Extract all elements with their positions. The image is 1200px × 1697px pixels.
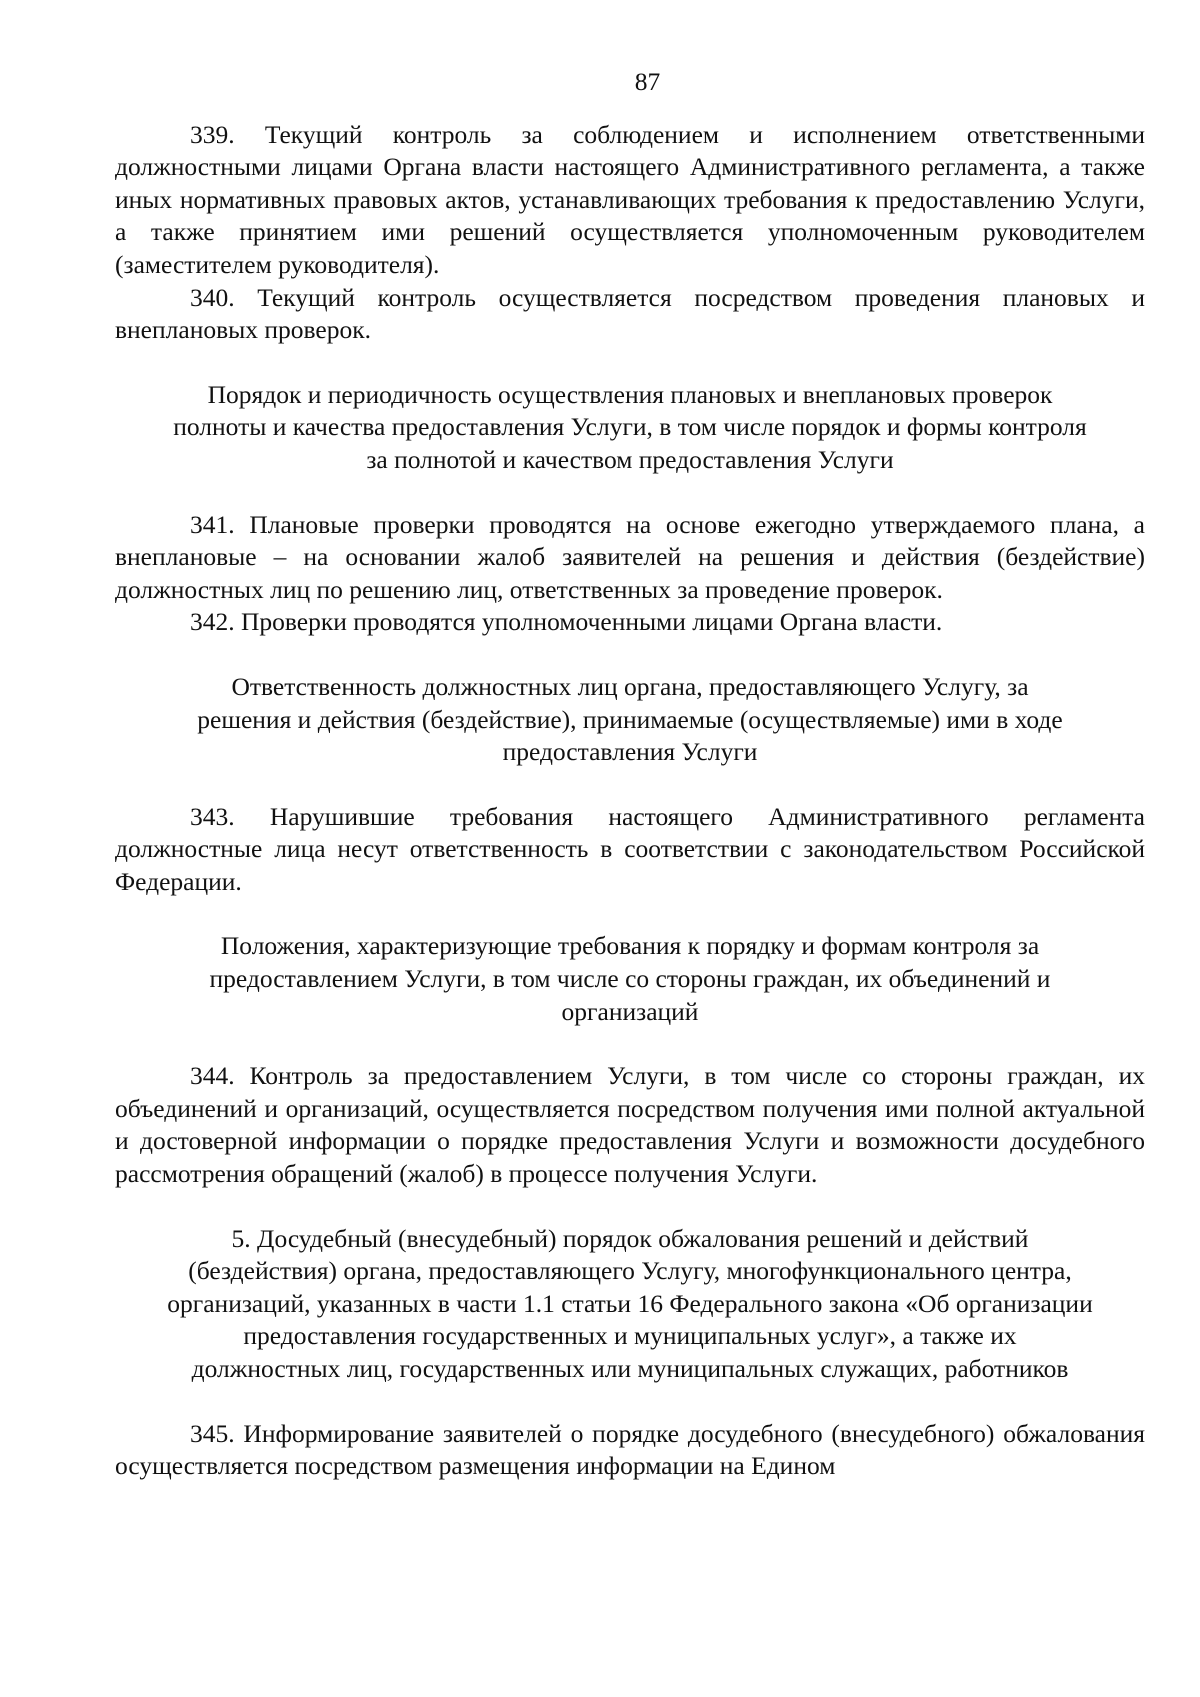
heading-line: предоставления государственных и муниципальных услуг», а также их	[243, 1321, 1017, 1351]
document-page	[115, 66, 1145, 1483]
paragraph-340: 340. Текущий контроль осуществляется посредством проведения плановых и внеплановых проверок.	[115, 282, 1145, 345]
heading-line: предоставлением Услуги, в том числе со стороны граждан, их объединений и	[209, 964, 1051, 994]
paragraph-345: 345. Информирование заявителей о порядке досудебного (внесудебного) обжалования осуществляется посредством размещения информации на Едином	[115, 1418, 1145, 1481]
heading-line: Ответственность должностных лиц органа, предоставляющего Услугу, за	[231, 671, 1029, 701]
heading-line: за полнотой и качеством предоставления Услуги	[366, 444, 894, 474]
section-heading-inspections	[115, 379, 1145, 477]
heading-line: Порядок и периодичность осуществления плановых и внеплановых проверок	[207, 379, 1053, 409]
paragraph-342: 342. Проверки проводятся уполномоченными лицами Органа власти.	[190, 607, 943, 637]
heading-line: решения и действия (бездействие), принимаемые (осуществляемые) ими в ходе	[197, 704, 1063, 734]
section-heading-responsibility	[115, 671, 1145, 769]
paragraph-341: 341. Плановые проверки проводятся на основе ежегодно утверждаемого плана, а внеплановые – на основании жалоб заявителей на решения и действия (бездействие) должностных лиц по решению лиц, ответственных за проведение проверок.	[115, 509, 1145, 604]
heading-line: организаций	[561, 996, 699, 1026]
heading-line: 5. Досудебный (внесудебный) порядок обжалования решений и действий	[231, 1223, 1029, 1253]
section-heading-control-provisions	[115, 930, 1145, 1028]
heading-line: организаций, указанных в части 1.1 статьи 16 Федерального закона «Об организации	[167, 1288, 1093, 1318]
heading-line: полноты и качества предоставления Услуги, в том числе порядок и формы контроля	[173, 412, 1087, 442]
heading-line: предоставления Услуги	[502, 737, 758, 767]
paragraph-344: 344. Контроль за предоставлением Услуги, в том числе со стороны граждан, их объединений и организаций, осуществляется посредством получения ими полной актуальной и достоверной информации о порядке предоставления Услуги и возможности досудебного рассмотрения обращений (жалоб) в процессе получения Услуги.	[115, 1061, 1145, 1189]
heading-line: (бездействия) органа, предоставляющего Услугу, многофункционального центра,	[188, 1256, 1072, 1286]
heading-line: должностных лиц, государственных или муниципальных служащих, работников	[191, 1354, 1069, 1383]
heading-line: Положения, характеризующие требования к порядку и формам контроля за	[220, 931, 1040, 961]
section-heading-appeal	[115, 1223, 1145, 1386]
paragraph-343: 343. Нарушившие требования настоящего Административного регламента должностные лица несут ответственность в соответствии с законодательством Российской Федерации.	[115, 801, 1145, 896]
paragraph-339: 339. Текущий контроль за соблюдением и исполнением ответственными должностными лицами Органа власти настоящего Административного регламента, а также иных нормативных правовых актов, устанавливающих требования к предоставлению Услуги, а также принятием ими решений осуществляется уполномоченным руководителем (заместителем руководителя).	[115, 119, 1145, 279]
page-number: 87	[634, 67, 661, 96]
